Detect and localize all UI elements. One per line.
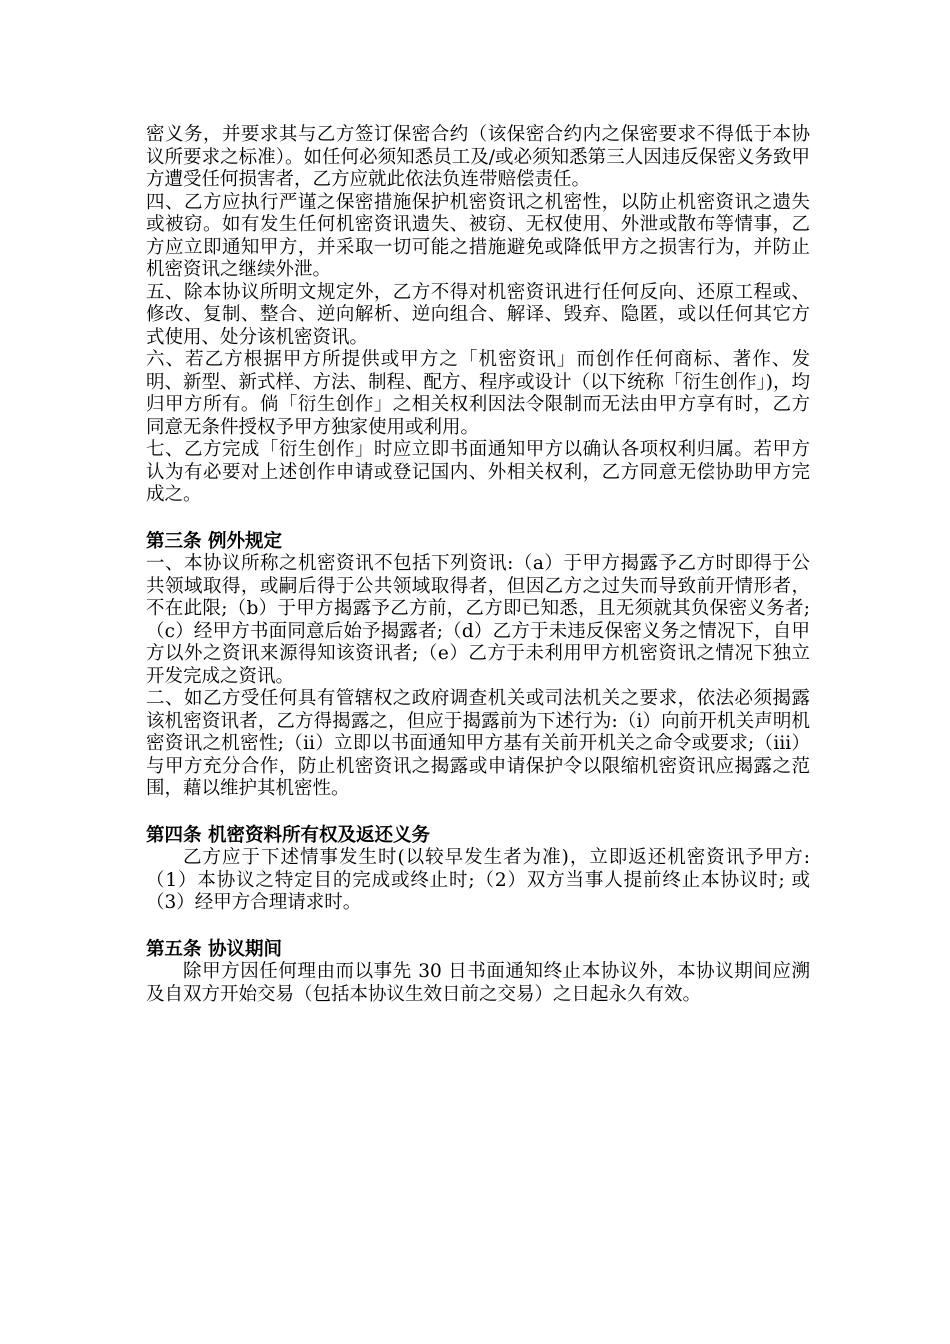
document-page (146, 124, 810, 1006)
paragraph-clause-7: 七、乙方完成「衍生创作」时应立即书面通知甲方以确认各项权利归属。若甲方认为有必要对上述创作申请或登记国内、外相关权利，乙方同意无偿协助甲方完成之。 (146, 439, 810, 505)
section-4-title: 第四条 机密资料所有权及返还义务 (146, 824, 430, 846)
section-5-paragraph: 除甲方因任何理由而以事先 30 日书面通知终止本协议外，本协议期间应溯及自双方开始交易（包括本协议生效日前之交易）之日起永久有效。 (146, 961, 810, 1005)
section-3-paragraph-1: 一、本协议所称之机密资讯不包括下列资讯:（a）于甲方揭露予乙方时即得于公共领域取得，或嗣后得于公共领域取得者，但因乙方之过失而导致前开情形者，不在此限;（b）于甲方揭露予乙方前，乙方即已知悉，且无须就其负保密义务者;（c）经甲方书面同意后始予揭露者;（d）乙方于未违反保密义务之情况下，自甲方以外之资讯来源得知该资讯者;（e）乙方于未利用甲方机密资讯之情况下独立开发完成之资讯。 (146, 553, 810, 687)
spacer (146, 915, 810, 939)
paragraph-confidentiality-duty: 密义务，并要求其与乙方签订保密合约（该保密合约内之保密要求不得低于本协议所要求之标准）。如任何必须知悉员工及/或必须知悉第三人因违反保密义务致甲方遭受任何损害者，乙方应就此依法负连带赔偿责任。 (146, 124, 810, 190)
section-5-title: 第五条 协议期间 (146, 938, 282, 960)
spacer (146, 801, 810, 825)
paragraph-clause-6: 六、若乙方根据甲方所提供或甲方之「机密资讯」而创作任何商标、著作、发明、新型、新式样、方法、制程、配方、程序或设计（以下统称「衍生创作」)，均归甲方所有。倘「衍生创作」之相关权利因法令限制而无法由甲方享有时，乙方同意无条件授权予甲方独家使用或利用。 (146, 349, 810, 438)
paragraph-clause-4: 四、乙方应执行严谨之保密措施保护机密资讯之机密性，以防止机密资讯之遗失或被窃。如有发生任何机密资讯遗失、被窃、无权使用、外泄或散布等情事，乙方应立即通知甲方，并采取一切可能之措施避免或降低甲方之损害行为，并防止机密资讯之继续外泄。 (146, 191, 810, 280)
section-3-title: 第三条 例外规定 (146, 530, 282, 552)
section-3-paragraph-2: 二、如乙方受任何具有管辖权之政府调查机关或司法机关之要求，依法必须揭露该机密资讯者，乙方得揭露之，但应于揭露前为下述行为:（i）向前开机关声明机密资讯之机密性;（ii）立即以书面通知甲方基有关前开机关之命令或要求;（iii）与甲方充分合作，防止机密资讯之揭露或申请保护令以限缩机密资讯应揭露之范围，藉以维护其机密性。 (146, 688, 810, 799)
paragraph-clause-5: 五、除本协议所明文规定外，乙方不得对机密资讯进行任何反向、还原工程或、修改、复制、整合、逆向解析、逆向组合、解译、毁弃、隐匿，或以任何其它方式使用、处分该机密资讯。 (146, 281, 810, 348)
spacer (146, 507, 810, 531)
section-4-paragraph: 乙方应于下述情事发生时(以较早发生者为准)，立即返还机密资讯予甲方:（1）本协议之特定目的完成或终止时;（2）双方当事人提前终止本协议时; 或（3）经甲方合理请求时。 (146, 847, 810, 913)
